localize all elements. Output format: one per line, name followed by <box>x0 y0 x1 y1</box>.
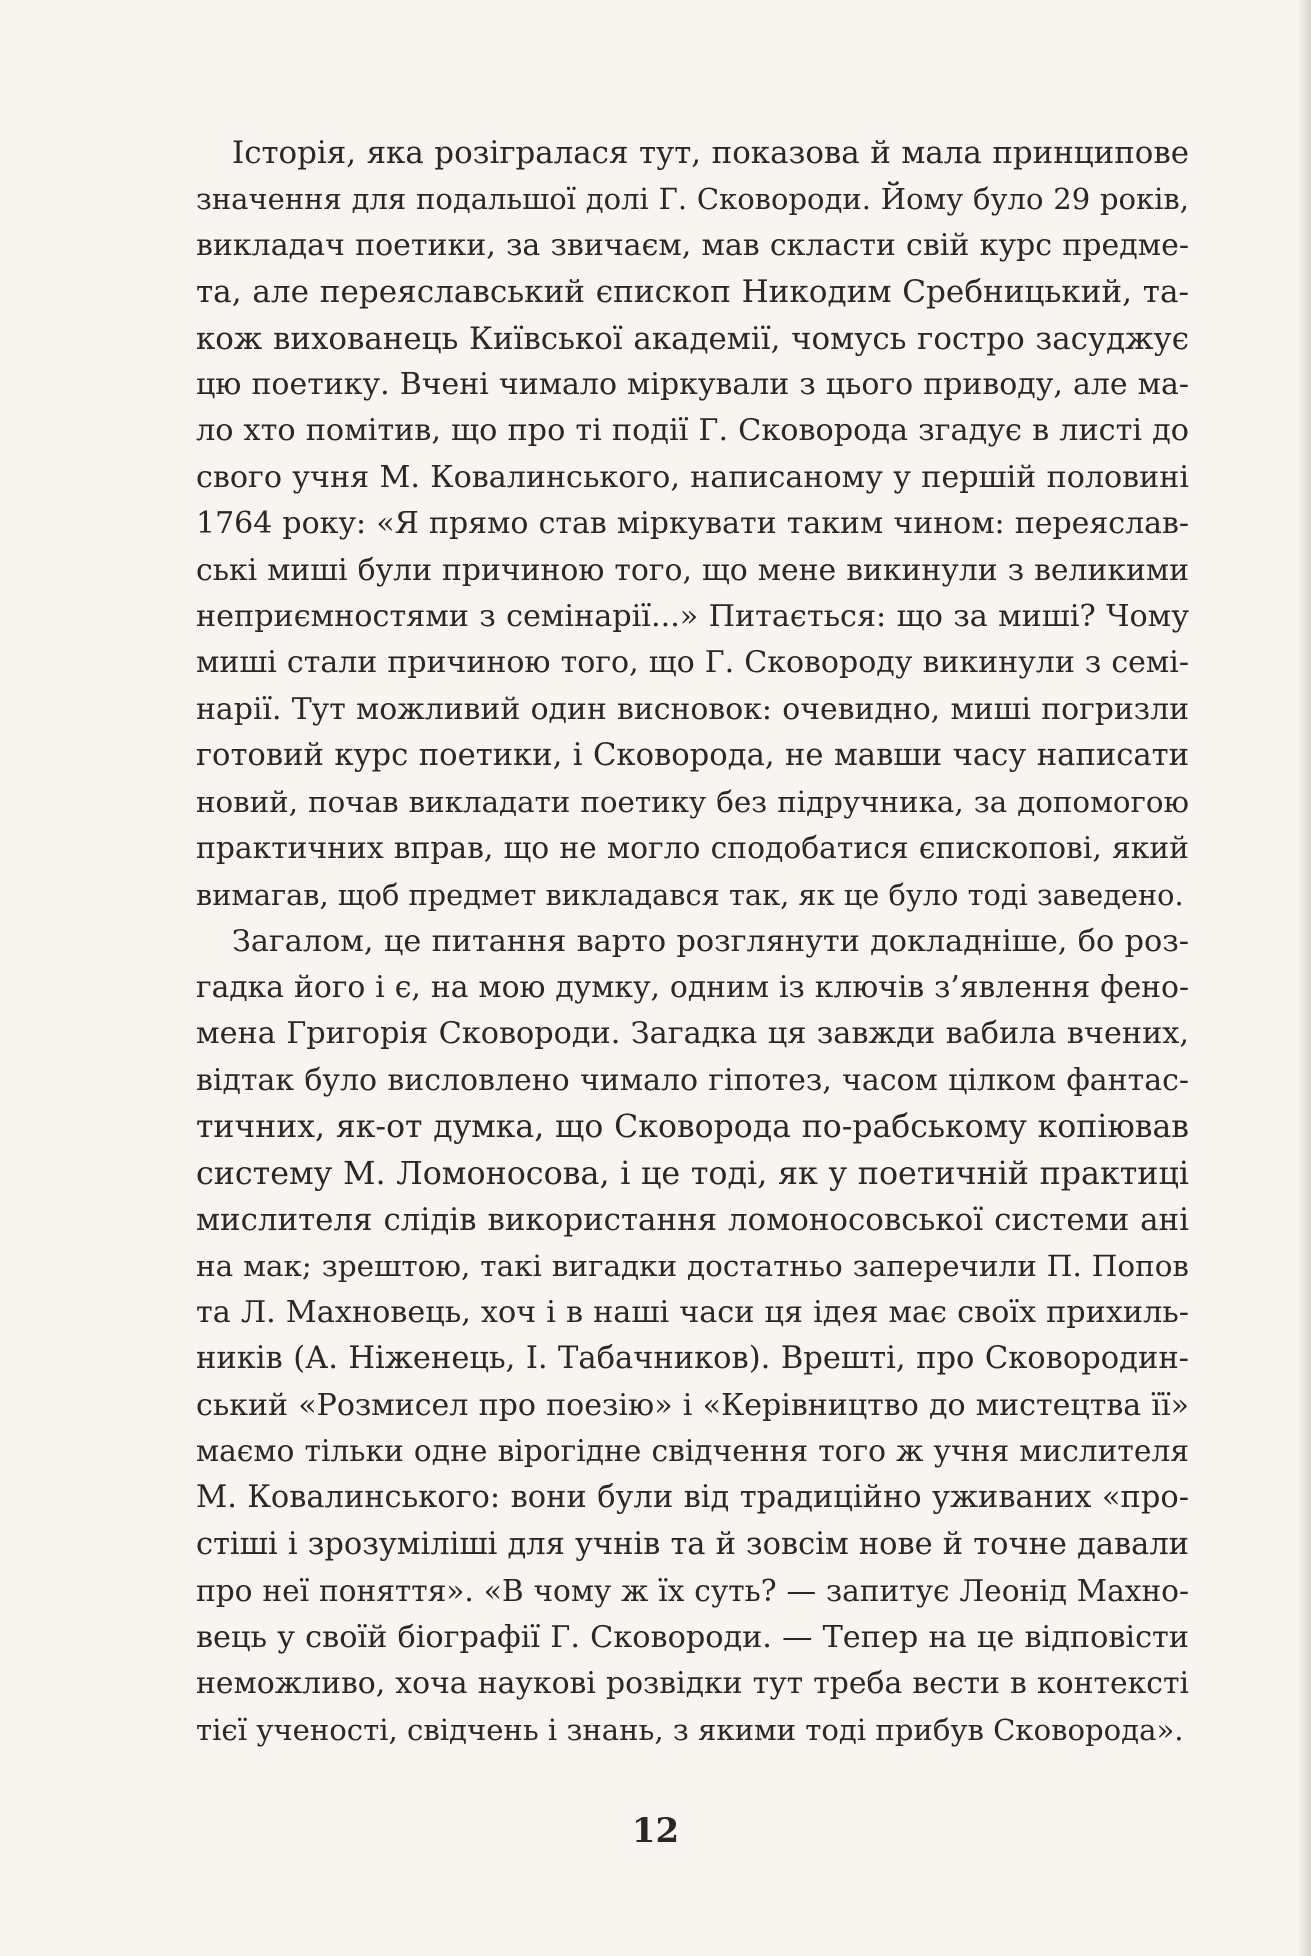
text-line: значення для подальшої долі Г. Сковороди. Йому було 29 років, <box>196 182 1189 217</box>
text-line: гадка його і є, на мою думку, одним із ключів з’явлення фено- <box>196 970 1189 1006</box>
text-line: стіші і зрозуміліші для учнів та й зовсім нове й точне давали <box>196 1526 1189 1562</box>
paragraph-2 <box>196 919 1189 1754</box>
text-line: тієї ученості, свідчень і знань, з якими тоді прибув Сковорода». <box>196 1713 1184 1748</box>
body-text <box>196 130 1189 1754</box>
text-line: ський «Розмисел про поезію» і «Керівництво до мистецтва її» <box>196 1387 1189 1423</box>
text-line: практичних вправ, що не могло сподобатися єпископові, який <box>196 830 1189 866</box>
text-line: вимагав, щоб предмет викладався так, як це було тоді заведено. <box>196 878 1184 913</box>
text-line: новий, почав викладати поетику без підручника, за допомогою <box>196 785 1189 820</box>
text-line: мислителя слідів використання ломоносовської системи ані <box>196 1201 1189 1238</box>
text-line: нарії. Тут можливий один висновок: очевидно, миші погризли <box>196 691 1189 727</box>
paragraph-1 <box>196 130 1189 919</box>
text-line: на мак; зрештою, такі вигадки достатньо заперечили П. Попов <box>196 1249 1189 1284</box>
text-line: та, але переяславський єпископ Никодим Сребницький, та- <box>196 274 1189 311</box>
text-line: кож вихованець Київської академії, чомусь гостро засуджує <box>196 320 1189 357</box>
page-number: 12 <box>631 1811 680 1851</box>
text-line: свого учня М. Ковалинського, написаному у першій половині <box>196 459 1189 495</box>
text-line: неприємностями з семінарії...» Питається: що за миші? Чому <box>196 598 1189 634</box>
text-line: ські миші були причиною того, що мене викинули з великими <box>196 552 1189 588</box>
text-line: цю поетику. Вчені чимало міркували з цього приводу, але ма- <box>196 366 1189 402</box>
text-line: М. Ковалинського: вони були від традиційно уживаних «про- <box>196 1480 1189 1516</box>
text-line: ників (А. Ніженець, І. Табачников). Врешті, про Сковородин- <box>196 1341 1189 1377</box>
text-line: миші стали причиною того, що Г. Сковороду викинули з семі- <box>196 645 1189 681</box>
text-line: маємо тільки одне вірогідне свідчення того ж учня мислителя <box>196 1433 1189 1469</box>
text-line: мена Григорія Сковороди. Загадка ця завжди вабила вчених, <box>196 1016 1189 1052</box>
text-line: відтак було висловлено чимало гіпотез, часом цілком фантас- <box>196 1062 1189 1098</box>
page-edge <box>1297 0 1311 1956</box>
text-line: про неї поняття». «В чому ж їх суть? — запитує Леонід Махно- <box>196 1574 1189 1609</box>
text-line: вець у своїй біографії Г. Сковороди. — Тепер на це відповісти <box>196 1619 1189 1655</box>
text-line: ло хто помітив, що про ті події Г. Сковорода згадує в листі до <box>196 413 1189 449</box>
text-line: систему М. Ломоносова, і це тоді, як у поетичній практиці <box>196 1155 1189 1192</box>
text-line: Історія, яка розігралася тут, показова й мала принципове <box>232 135 1189 171</box>
text-line: тичних, як-от думка, що Сковорода по-рабському копіював <box>196 1109 1189 1146</box>
text-line: викладач поетики, за звичаєм, мав скласти свій курс предме- <box>196 227 1189 263</box>
text-line: 1764 року: «Я прямо став міркувати таким чином: переяслав- <box>196 506 1189 542</box>
text-line: неможливо, хоча наукові розвідки тут треба вести в контексті <box>196 1665 1189 1701</box>
text-line: та Л. Махновець, хоч і в наші часи ця ідея має своїх прихиль- <box>196 1294 1189 1330</box>
text-line: готовий курс поетики, і Сковорода, не мавши часу написати <box>196 738 1189 774</box>
text-line: Загалом, це питання варто розглянути докладніше, бо роз- <box>232 923 1189 959</box>
